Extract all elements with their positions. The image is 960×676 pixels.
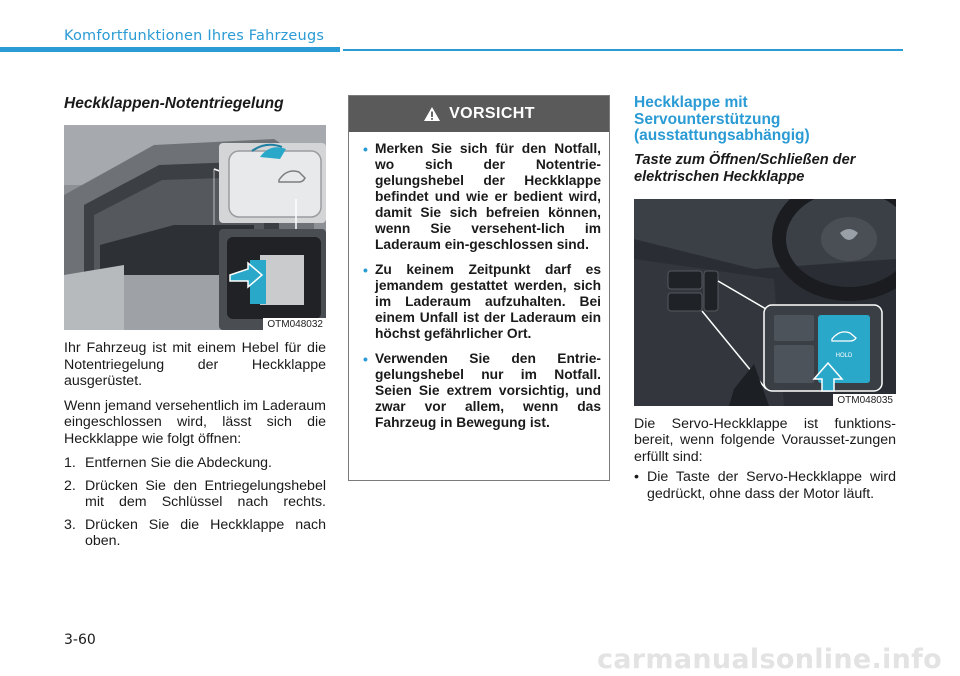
caution-item: [365, 351, 601, 431]
step-number: 2.: [64, 477, 76, 494]
caution-list: [349, 132, 609, 431]
step-text: Drücken Sie die Heckklappe nach oben.: [85, 516, 326, 549]
step-number: 3.: [64, 516, 76, 533]
condition-list: [634, 469, 896, 502]
image-code-right: OTM048035: [833, 394, 896, 406]
intro-paragraph: Ihr Fahrzeug ist mit einem Hebel für die Notentriegelung der Heckklappe ausgerüstet.: [64, 340, 326, 389]
page-number: 3-60: [64, 632, 96, 648]
caution-text: Merken Sie sich für den Notfall, wo sich der Notentrie-gelungshebel der Heckklappe befindet und wie er bedient wird, damit Sie sich befreien können, wenn Sie versehent-lich im Laderaum ein-geschlossen sind.: [375, 141, 601, 252]
warning-triangle-icon: [423, 106, 441, 122]
caution-item: [365, 141, 601, 253]
subsection-title: Taste zum Öffnen/Schließen der elektrischen Heckklappe: [634, 151, 856, 185]
bullet-icon: •: [363, 141, 368, 157]
image-code-left: OTM048032: [263, 318, 326, 330]
caution-box: [348, 95, 610, 481]
caution-item: [365, 262, 601, 342]
condition-paragraph: Die Servo-Heckklappe ist funktions-bereit, wenn folgende Vorausset-zungen erfüllt sind:: [634, 415, 896, 465]
caution-title: VORSICHT: [449, 105, 535, 122]
condition-item: [634, 469, 896, 502]
condition-text: Die Taste der Servo-Heckklappe wird gedrückt, ohne dass der Motor läuft.: [647, 469, 896, 502]
watermark: carmanualsonline.info: [596, 644, 942, 675]
header-rule-thin: [343, 49, 903, 51]
step-number: 1.: [64, 455, 76, 471]
section-title-power-tailgate: Heckklappe mit Servounterstützung (ausstattungsabhängig): [634, 94, 810, 144]
tailgate-release-photo: [64, 125, 326, 330]
hold-label: HOLD: [835, 352, 853, 359]
tailgate-illustration: [64, 125, 326, 330]
tailgate-button-photo: [634, 199, 896, 406]
section-title-emergency-release: Heckklappen-Notentriegelung: [64, 95, 284, 112]
step-item: [64, 455, 326, 472]
caution-text: Verwenden Sie den Entrie-gelungshebel nur im Notfall. Seien Sie extrem vorsichtig, und zwar vor allem, wenn das Fahrzeug in Bewegung ist.: [375, 351, 601, 430]
step-text: Drücken Sie den Entriegelungshebel mit dem Schlüssel nach rechts.: [85, 477, 326, 510]
caution-text: Zu keinem Zeitpunkt darf es jemandem gestattet werden, sich im Laderaum aufzuhalten. Bei einem Unfall ist der Laderaum ein höchst gefährlicher Ort.: [375, 262, 601, 341]
step-text: Entfernen Sie die Abdeckung.: [85, 455, 272, 471]
dashboard-illustration: [634, 199, 896, 406]
right-column: [634, 95, 896, 502]
chapter-title: Komfortfunktionen Ihres Fahrzeugs: [64, 28, 325, 44]
step-item: [64, 478, 326, 511]
bullet-icon: •: [363, 351, 368, 367]
left-column: [64, 95, 326, 556]
bullet-icon: •: [634, 469, 639, 485]
caution-header: [349, 96, 609, 132]
step-item: [64, 517, 326, 550]
header-rule-thick: [0, 47, 340, 52]
step-list: [64, 455, 326, 550]
instruction-paragraph: Wenn jemand versehentlich im Laderaum eingeschlossen wird, lässt sich die Heckklappe wie folgt öffnen:: [64, 397, 326, 447]
bullet-icon: •: [363, 262, 368, 278]
